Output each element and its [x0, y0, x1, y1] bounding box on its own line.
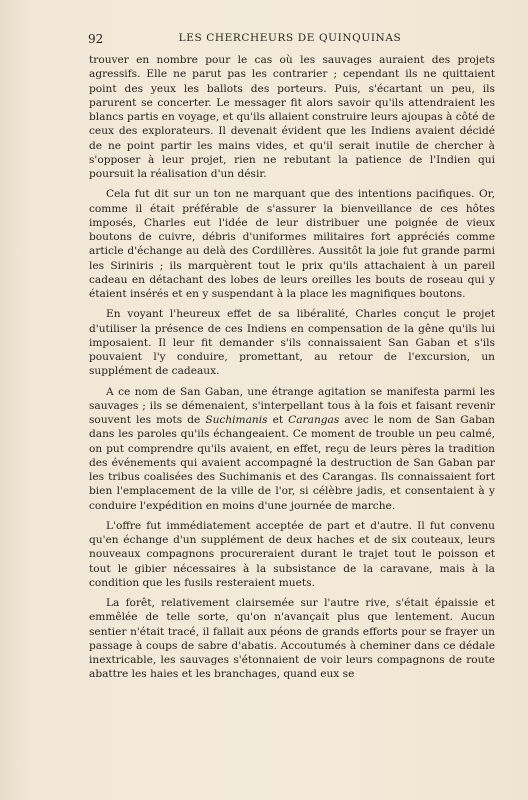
paragraph-6: La forêt, relativement clairsemée sur l'autre rive, s'était épaissie et emmêlée de telle sorte, qu'on n'avançait plus que lentement. Aucun sentier n'était tracé, il fallait aux péons de grands efforts pour se frayer un passage à coups de sabre d'abatis. Accoutumés à cheminer dans ce dédale inextricable, les sauvages s'étonnaient de voir leurs compagnons de route abattre les haies et les branchages, quand eux se — [89, 597, 495, 681]
paragraph-4 — [89, 385, 495, 513]
running-header — [88, 30, 492, 50]
paragraph-3: En voyant l'heureux effet de sa libéralité, Charles conçut le projet d'utiliser la présence de ces Indiens en compensation de la gêne qu'ils lui imposaient. Il leur fit demander s'ils connaissaient San Gaban et s'ils pouvaient l'y conduire, promettant, au retour de l'excursion, un supplément de cadeaux. — [89, 308, 495, 378]
italic-term-carangas: Carangas — [288, 414, 340, 426]
paragraph-4-text-before: A ce nom de San Gaban, une étrange agitation se manifesta parmi les sauvages ; ils se démenaient, s'interpellant tous à la fois et faisant revenir souvent les mots de — [89, 385, 495, 426]
paragraph-2: Cela fut dit sur un ton ne marquant que des intentions pacifiques. Or, comme il était préférable de s'assurer la bienveillance de ces hôtes imposés, Charles eut l'idée de leur distribuer une poignée de vieux boutons de cuivre, débris d'uniformes militaires fort appréciés comme article d'échange au delà des Cordillères. Aussitôt la joie fut grande parmi les Siriniris ; ils marquèrent tout le prix qu'ils attachaient à un pareil cadeau en détachant des lobes de leurs oreilles les bouts de roseau qui y étaient insérés et en y suspendant à la place les magnifiques boutons. — [89, 188, 495, 300]
running-title: LES CHERCHEURS DE QUINQUINAS — [178, 32, 402, 44]
paragraph-5: L'offre fut immédiatement acceptée de part et d'autre. Il fut convenu qu'en échange d'un supplément de deux haches et de six couteaux, leurs nouveaux compagnons procureraient durant le trajet tout le poisson et tout le gibier nécessaires à la subsistance de la caravane, mais à la condition que les fusils resteraient muets. — [89, 519, 495, 589]
page-number: 92 — [88, 32, 104, 46]
body-text — [89, 53, 495, 688]
paragraph-4-text-after: avec le nom de San Gaban dans les paroles qu'ils échangeaient. Ce moment de trouble un peu calmé, on put comprendre qu'ils avaient, en effet, reçu de leurs pères la tradition des événements qui avaient accompagné la destruction de San Gaban par les tribus coalisées des Suchimanis et des Carangas. Ils connaissaient fort bien l'emplacement de la ville de l'or, si célèbre jadis, et consentaient à y conduire l'expédition en moins d'une journée de marche. — [89, 414, 495, 512]
italic-term-suchimanis: Suchimanis — [205, 414, 268, 426]
paragraph-1: trouver en nombre pour le cas où les sauvages auraient des projets agressifs. Elle ne parut pas les contrarier ; cependant ils ne quittaient point des yeux les ballots des porteurs. Puis, s'écartant un peu, ils parurent se concerter. Le messager fit alors savoir qu'ils attendraient les blancs partis en voyage, et qu'ils allaient construire leurs ajoupas à côté de ceux des explorateurs. Il devenait évident que les Indiens avaient décidé de ne point partir les mains vides, et qu'il serait inutile de chercher à s'opposer à leur projet, rien ne rebutant la patience de l'Indien qui poursuit la réalisation d'un désir. — [89, 54, 495, 180]
paragraph-4-text-middle: et — [267, 414, 289, 426]
